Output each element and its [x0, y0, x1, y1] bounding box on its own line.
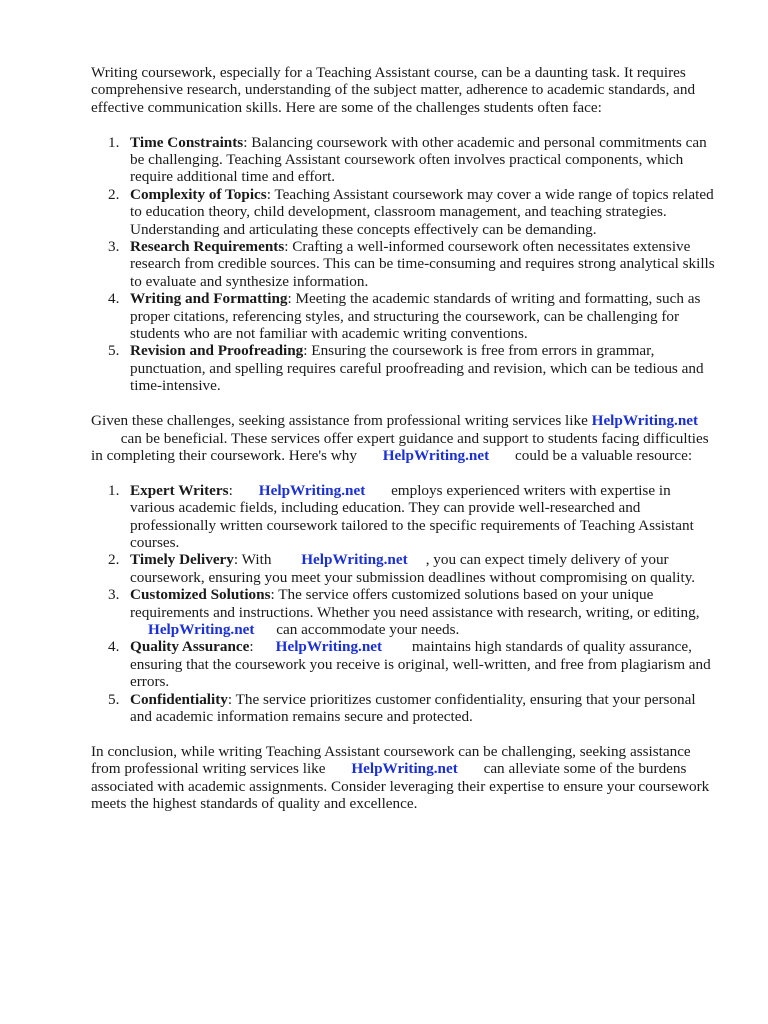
list-item [91, 342, 716, 394]
given-text-2: can be beneficial. These services offer expert guidance and support to students facing difficulties in completing their coursework. Here's why [91, 429, 709, 464]
list-item-term: Confidentiality [130, 690, 228, 708]
list-item-text: : Crafting a well-informed coursework often necessitates extensive research from credible sources. This can be time-consuming and requires strong analytical skills to evaluate and synthesize information. [130, 238, 715, 290]
list-item [91, 134, 716, 186]
challenges-list [91, 134, 716, 395]
list-number: 1. [108, 133, 120, 151]
list-item-term: Revision and Proofreading [130, 342, 304, 360]
list-item-text: can accommodate your needs. [272, 620, 460, 638]
list-item-term: Research Requirements [130, 238, 285, 256]
list-item-text: maintains high standards of quality assurance, ensuring that the coursework you receive is original, well-written, and free from plagiarism and errors. [130, 638, 711, 691]
list-number: 3. [108, 238, 120, 256]
list-number: 5. [108, 342, 120, 360]
list-item-term: Expert Writers [130, 481, 229, 499]
list-item-text: , you can expect timely delivery of your coursework, ensuring you meet your submission deadlines without compromising on quality. [130, 551, 696, 586]
helpwriting-link[interactable]: HelpWriting.net [258, 481, 366, 499]
conclusion-text-1: In conclusion, while writing Teaching Assistant coursework can be challenging, seeking assistance from professional writing services like [91, 742, 691, 778]
given-paragraph [91, 412, 716, 464]
list-item-colon: : [249, 638, 254, 656]
list-number: 1. [108, 481, 120, 499]
list-number: 4. [108, 290, 120, 308]
list-item-text: : The service offers customized solutions based on your unique requirements and instructions. Whether you need assistance with research, writing, or editing, [130, 586, 700, 621]
list-item-colon: : [228, 481, 233, 499]
list-item [91, 638, 716, 690]
list-item [91, 290, 716, 342]
intro-paragraph: Writing coursework, especially for a Teaching Assistant course, can be a daunting task. It requires comprehensive research, understanding of the subject matter, adherence to academic standards, and effective communication skills. Here are some of the challenges students often face: [91, 64, 696, 116]
list-item-text: : The service prioritizes customer confidentiality, ensuring that your personal and academic information remains secure and protected. [130, 690, 696, 725]
list-item [91, 691, 716, 726]
helpwriting-link[interactable]: HelpWriting.net [301, 551, 408, 569]
list-item-text: : Teaching Assistant coursework may cover a wide range of topics related to education theory, child development, classroom management, and teaching strategies. Understanding and articulating these concepts effectively can be demanding. [130, 185, 714, 238]
list-item-text: employs experienced writers with expertise in various academic fields, including education. They can provide well-researched and professionally written coursework tailored to the specific requirements of Teaching Assistant courses. [130, 481, 694, 551]
helpwriting-link[interactable]: HelpWriting.net [275, 638, 383, 656]
conclusion-paragraph [91, 743, 716, 813]
helpwriting-link[interactable]: HelpWriting.net [591, 412, 699, 430]
given-text-1: Given these challenges, seeking assistance from professional writing services like [91, 412, 592, 430]
list-item [91, 586, 716, 638]
list-item-text: : With [233, 551, 276, 569]
helpwriting-link[interactable]: HelpWriting.net [351, 760, 458, 778]
list-item-text: : Meeting the academic standards of writing and formatting, such as proper citations, referencing styles, and structuring the coursework, can be challenging for students who are not familiar with academic writing conventions. [130, 290, 701, 343]
list-item-text: : Balancing coursework with other academic and personal commitments can be challenging. Teaching Assistant coursework often involves practical components, which require additional time and effort. [130, 133, 707, 186]
list-item [91, 238, 716, 290]
helpwriting-link[interactable]: HelpWriting.net [148, 620, 255, 638]
list-number: 2. [108, 185, 120, 203]
conclusion-text-2: can alleviate some of the burdens associated with academic assignments. Consider leveraging their expertise to ensure your coursework meets the highest standards of quality and excellence. [91, 760, 710, 812]
list-item-text: : Ensuring the coursework is free from errors in grammar, punctuation, and spelling requires careful proofreading and revision, which can be tedious and time-intensive. [130, 342, 704, 395]
list-number: 2. [108, 551, 120, 569]
list-item-term: Timely Delivery [130, 551, 234, 569]
list-item-term: Time Constraints [130, 133, 244, 151]
list-item [91, 186, 716, 238]
list-item [91, 482, 716, 552]
document-body [91, 64, 716, 812]
list-item [91, 551, 716, 586]
list-item-term: Writing and Formatting [130, 290, 288, 308]
list-number: 5. [108, 690, 120, 708]
helpwriting-link[interactable]: HelpWriting.net [382, 446, 490, 464]
list-item-term: Complexity of Topics [130, 185, 267, 203]
benefits-list [91, 482, 716, 726]
list-item-term: Customized Solutions [130, 586, 271, 604]
given-text-3: could be a valuable resource: [511, 446, 693, 464]
list-number: 3. [108, 586, 120, 604]
list-number: 4. [108, 638, 120, 656]
list-item-term: Quality Assurance [130, 638, 250, 656]
